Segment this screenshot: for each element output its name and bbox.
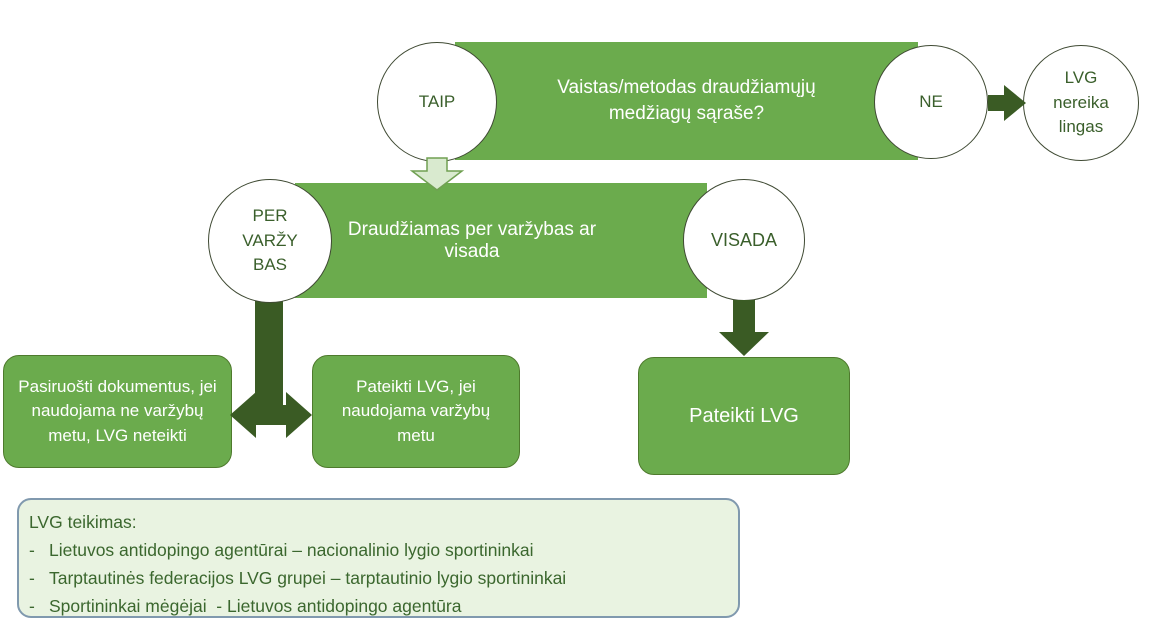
arrow-right-icon xyxy=(988,85,1026,121)
decision-circle-per-varzybas-label: PER VARŽY BAS xyxy=(242,206,298,275)
summary-list-item xyxy=(29,564,728,592)
decision-circle-ne-label: NE xyxy=(919,91,943,111)
question2-text: Draudžiamas per varžybas ar visada xyxy=(347,218,597,262)
summary-list xyxy=(29,536,728,620)
outcome-box-submit-if-competition-text: Pateikti LVG, jei naudojama varžybų metu xyxy=(341,376,491,445)
decision-circle-visada-label: VISADA xyxy=(710,229,778,250)
bullet-dash: - xyxy=(29,540,35,560)
summary-title: LVG teikimas: xyxy=(29,512,137,532)
outcome-circle-lvg-not-needed-label: LVG nereika lingas xyxy=(1053,68,1109,137)
question-bar-prohibited-list xyxy=(455,42,918,160)
outcome-box-prepare-docs xyxy=(3,355,232,468)
summary-item-text: Lietuvos antidopingo agentūrai – nacionalinio lygio sportininkai xyxy=(49,540,534,560)
decision-circle-per-varzybas xyxy=(208,179,332,303)
summary-item-text: Tarptautinės federacijos LVG grupei – tarptautinio lygio sportininkai xyxy=(49,568,567,588)
arrow-down-dark-icon xyxy=(719,300,769,356)
outcome-box-prepare-docs-text: Pasiruošti dokumentus, jei naudojama ne varžybų metu, LVG neteikti xyxy=(18,376,217,445)
decision-circle-taip xyxy=(377,42,497,162)
decision-circle-taip-label: TAIP xyxy=(418,91,456,111)
summary-box xyxy=(17,498,740,618)
summary-item-text: Sportininkai mėgėjai - Lietuvos antidopingo agentūra xyxy=(49,596,462,616)
bullet-dash: - xyxy=(29,596,35,616)
arrow-down-pale-icon xyxy=(409,157,465,191)
summary-list-item xyxy=(29,592,728,620)
summary-list-item xyxy=(29,536,728,564)
arrow-double-horizontal-icon xyxy=(230,392,312,438)
bullet-dash: - xyxy=(29,568,35,588)
outcome-box-submit-if-competition xyxy=(312,355,520,468)
question-bar-prohibited-list-text xyxy=(455,42,918,160)
decision-circle-visada xyxy=(683,179,805,301)
outcome-box-submit-lvg-text: Pateikti LVG xyxy=(689,404,799,427)
outcome-circle-lvg-not-needed xyxy=(1023,45,1139,161)
question-text: Vaistas/metodas draudžiamųjų medžiagų sąraše? xyxy=(557,77,816,124)
question-bar-when-prohibited xyxy=(295,183,707,298)
outcome-box-submit-lvg xyxy=(638,357,850,475)
decision-circle-ne xyxy=(874,45,988,159)
